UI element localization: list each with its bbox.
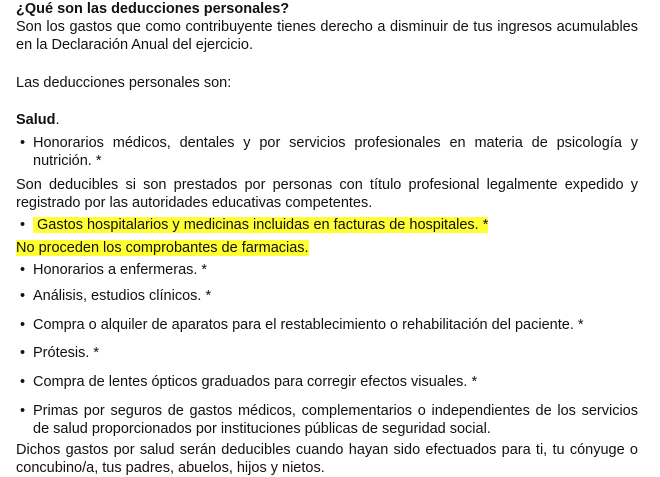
document bbox=[16, 0, 638, 477]
health-heading bbox=[16, 111, 638, 129]
list-item-text: Análisis, estudios clínicos. * bbox=[33, 288, 212, 304]
list-item-text: Honorarios médicos, dentales y por servicios profesionales en materia de psicología y nutrición. * bbox=[33, 135, 638, 169]
list-item bbox=[16, 216, 638, 234]
bullet-icon: • bbox=[20, 345, 26, 361]
health-list-rest bbox=[16, 261, 638, 438]
list-intro: Las deducciones personales son: bbox=[16, 75, 232, 91]
list-item bbox=[16, 287, 638, 305]
list-item bbox=[16, 316, 638, 334]
health-list-first bbox=[16, 134, 638, 170]
closing-paragraph: Dichos gastos por salud serán deducibles cuando hayan sido efectuados para ti, tu cónyuge o concubino/a, tus padres, abuelos, hijos y nietos. bbox=[16, 442, 638, 476]
list-item bbox=[16, 402, 638, 438]
bullet-icon: • bbox=[20, 262, 26, 278]
list-item bbox=[16, 261, 638, 279]
bullet-icon: • bbox=[20, 288, 26, 304]
health-list-second bbox=[16, 216, 638, 234]
list-item-text: Gastos hospitalarios y medicinas incluidas en facturas de hospitales. * bbox=[37, 217, 489, 233]
health-heading-label: Salud bbox=[16, 112, 56, 128]
bullet-icon: • bbox=[20, 317, 26, 333]
list-item-text: Compra de lentes ópticos graduados para corregir efectos visuales. * bbox=[33, 374, 478, 390]
page-title: ¿Qué son las deducciones personales? bbox=[16, 1, 290, 17]
pharmacy-note bbox=[16, 239, 638, 257]
bullet-icon: • bbox=[20, 135, 26, 151]
pharmacy-note-text: No proceden los comprobantes de farmacias. bbox=[16, 240, 309, 256]
list-item-text: Compra o alquiler de aparatos para el restablecimiento o rehabilitación del paciente. * bbox=[33, 317, 584, 333]
highlighted-item bbox=[20, 217, 489, 233]
list-item bbox=[16, 373, 638, 391]
condition-paragraph: Son deducibles si son prestados por personas con título profesional legalmente expedido y registrado por las autoridades educativas competentes. bbox=[16, 177, 638, 211]
list-item-text: Prótesis. * bbox=[33, 345, 100, 361]
intro-paragraph: Son los gastos que como contribuyente tienes derecho a disminuir de tus ingresos acumulables en la Declaración Anual del ejercicio. bbox=[16, 19, 638, 53]
bullet-icon: • bbox=[20, 374, 26, 390]
list-item-text: Primas por seguros de gastos médicos, complementarios o independientes de los servicios de salud proporcionados por instituciones públicas de seguridad social. bbox=[33, 403, 638, 437]
bullet-icon: • bbox=[20, 403, 26, 419]
list-item-text: Honorarios a enfermeras. * bbox=[33, 262, 208, 278]
list-item bbox=[16, 134, 638, 170]
bullet-icon: • bbox=[20, 217, 26, 233]
health-heading-suffix: . bbox=[55, 112, 60, 128]
list-item bbox=[16, 344, 638, 362]
